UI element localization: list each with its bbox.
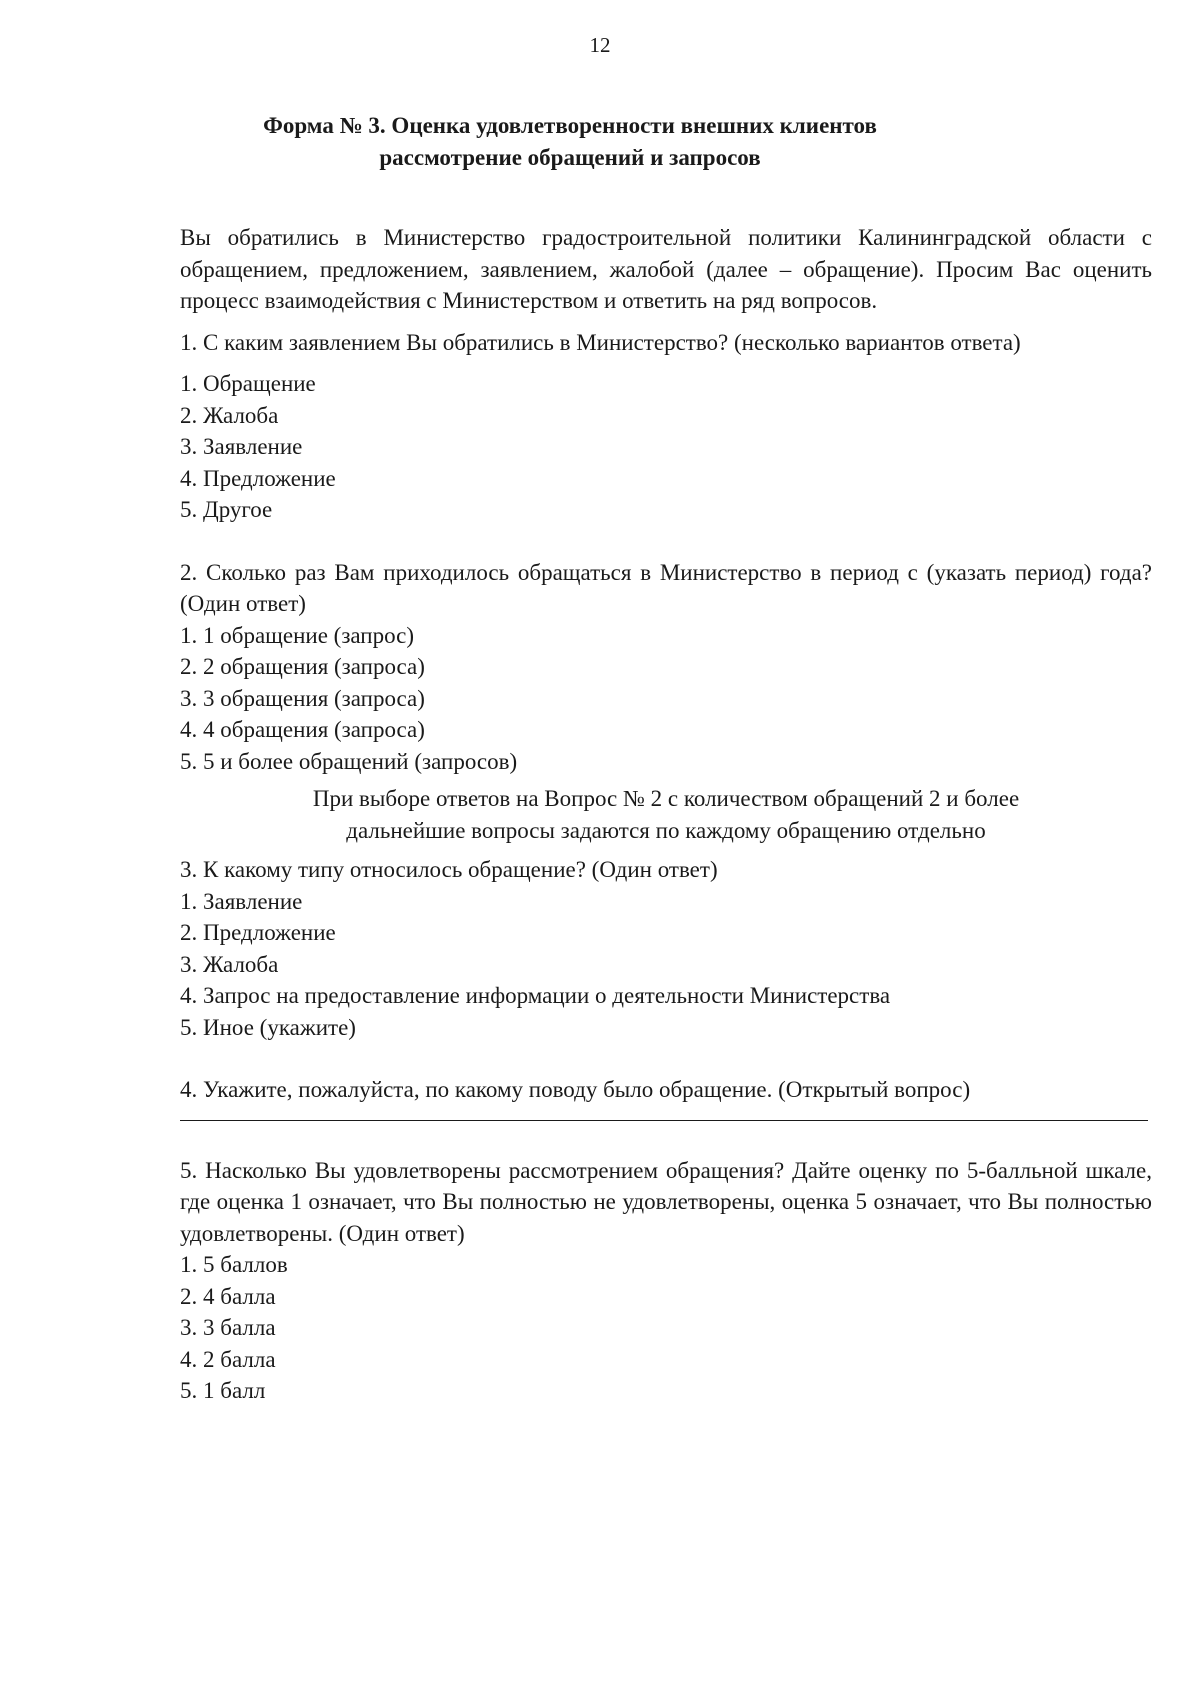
- page-number: 12: [589, 33, 611, 57]
- question-3-option-1: 1. Заявление: [180, 888, 303, 914]
- question-5-option-2: 2. 4 балла: [180, 1283, 276, 1309]
- question-5-options: [180, 1249, 1152, 1407]
- question-3-options: [180, 886, 1152, 1044]
- question-2-option-5: 5. 5 и более обращений (запросов): [180, 748, 518, 774]
- form-body: [180, 222, 1152, 1407]
- question-3-option-5: 5. Иное (укажите): [180, 1014, 356, 1040]
- question-5-option-5: 5. 1 балл: [180, 1378, 266, 1403]
- question-3-option-2: 2. Предложение: [180, 920, 336, 945]
- question-1-option-4: 4. Предложение: [180, 465, 336, 491]
- question-2-option-2: 2. 2 обращения (запроса): [180, 654, 425, 679]
- question-1-option-1: 1. Обращение: [180, 371, 316, 396]
- question-2-note: [180, 783, 1152, 846]
- question-1-option-2: 2. Жалоба: [180, 402, 279, 428]
- question-4-text: 4. Укажите, пожалуйста, по какому поводу было обращение. (Открытый вопрос): [180, 1077, 971, 1102]
- question-1-text: 1. С каким заявлением Вы обратились в Министерство? (несколько вариантов ответа): [180, 329, 1021, 355]
- question-5-option-3: 3. 3 балла: [180, 1315, 276, 1340]
- question-1-option-3: 3. Заявление: [180, 434, 303, 459]
- form-title-line-1: Форма № 3. Оценка удовлетворенности внешних клиентов: [263, 113, 877, 138]
- intro-paragraph: Вы обратились в Министерство градостроительной политики Калининградской области с обращением, предложением, заявлением, жалобой (далее – обращение). Просим Вас оценить процесс взаимодействия с Министерством и ответить на ряд вопросов.: [180, 225, 1152, 313]
- question-1-option-5: 5. Другое: [180, 497, 273, 522]
- question-2-option-1: 1. 1 обращение (запрос): [180, 622, 415, 648]
- note-line-2: дальнейшие вопросы задаются по каждому обращению отдельно: [346, 817, 986, 843]
- question-5-text: 5. Насколько Вы удовлетворены рассмотрением обращения? Дайте оценку по 5-балльной шкале, где оценка 1 означает, что Вы полностью не удовлетворены, оценка 5 означает, что Вы полностью удовлетворены. (Один ответ): [180, 1157, 1152, 1246]
- question-3-text: 3. К какому типу относилось обращение? (Один ответ): [180, 857, 718, 882]
- question-2-text: 2. Сколько раз Вам приходилось обращаться в Министерство в период с (указать период) года? (Один ответ): [180, 559, 1152, 616]
- question-2-option-3: 3. 3 обращения (запроса): [180, 685, 425, 711]
- question-1-options: [180, 368, 1152, 526]
- question-5-option-4: 4. 2 балла: [180, 1346, 276, 1372]
- question-5-option-1: 1. 5 баллов: [180, 1252, 288, 1277]
- question-3-option-4: 4. Запрос на предоставление информации о деятельности Министерства: [180, 983, 891, 1008]
- question-3-option-3: 3. Жалоба: [180, 951, 279, 977]
- form-title-line-2: рассмотрение обращений и запросов: [379, 145, 761, 170]
- form-title: [200, 110, 940, 174]
- question-2-option-4: 4. 4 обращения (запроса): [180, 717, 425, 742]
- note-line-1: При выборе ответов на Вопрос № 2 с количеством обращений 2 и более: [312, 786, 1020, 811]
- question-2-options: [180, 620, 1152, 778]
